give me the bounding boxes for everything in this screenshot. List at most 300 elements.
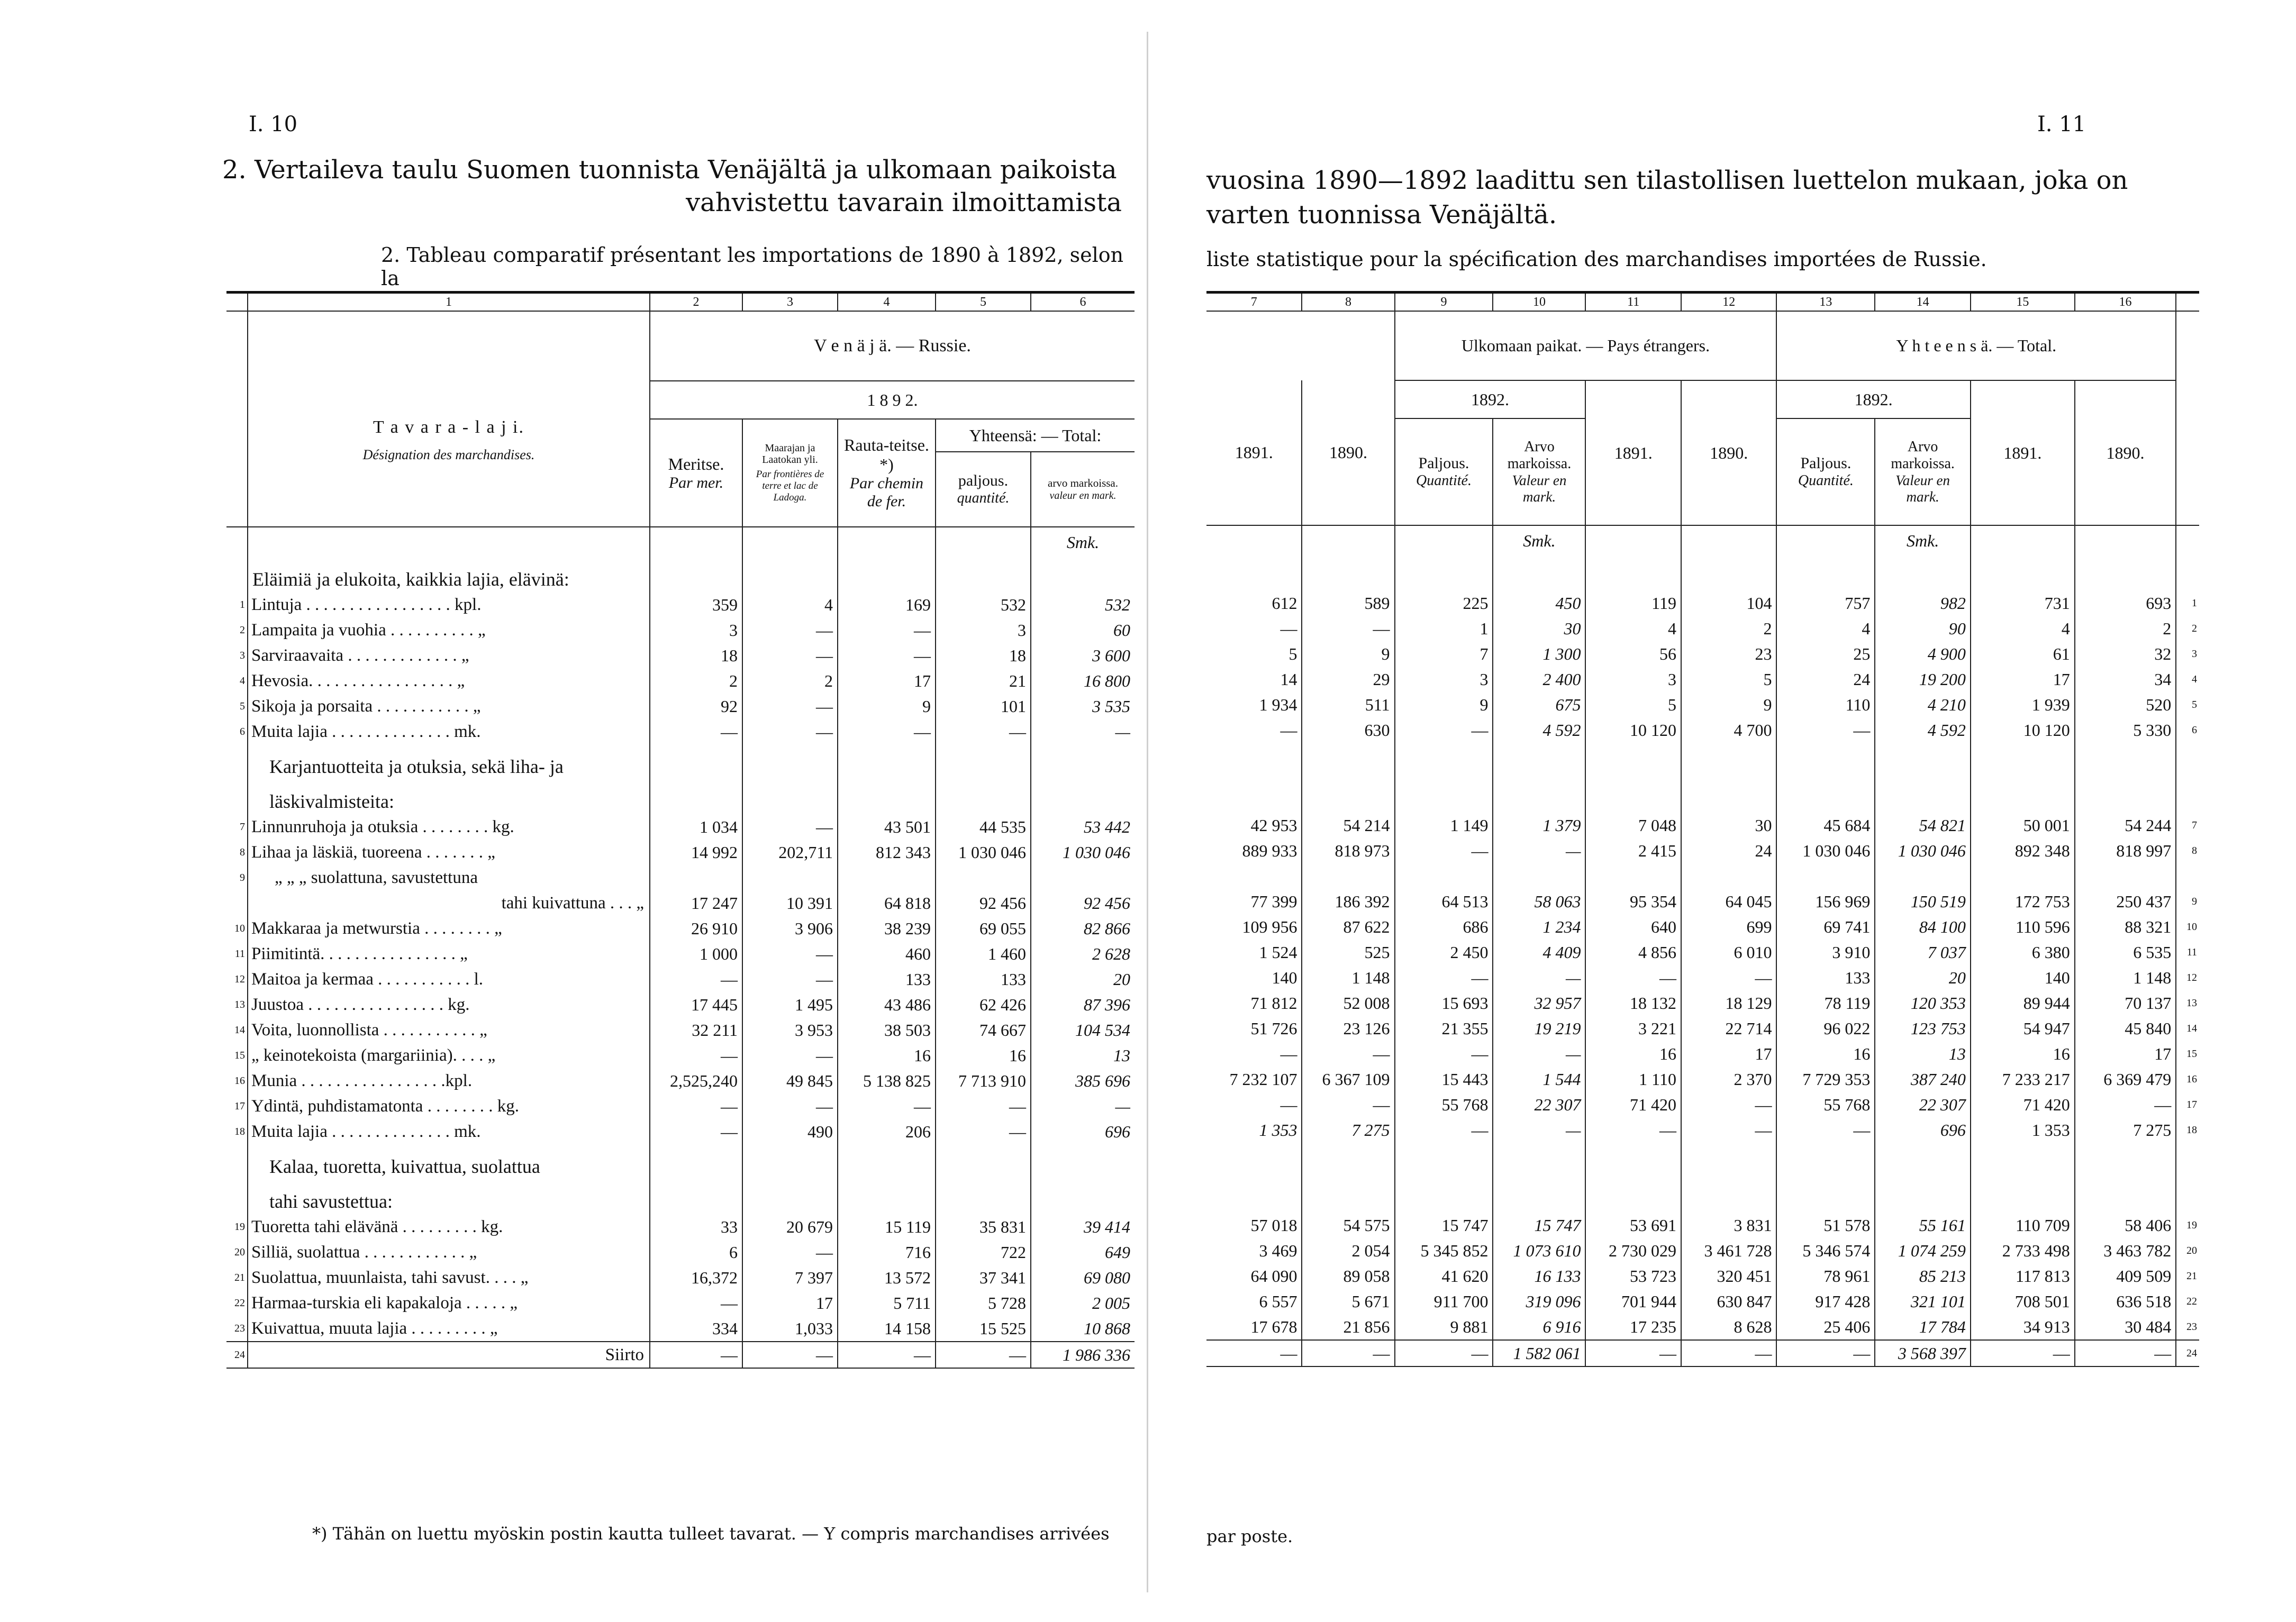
table-cell: 4 700 [1681,717,1776,743]
table-cell: 2 450 [1395,940,1493,965]
table-cell: 15 443 [1395,1067,1493,1092]
table-cell: 17 [1971,667,2075,692]
table-cell: 77 399 [1250,891,1297,911]
table-cell: 89 058 [1302,1263,1394,1289]
table-cell: 889 933 [1242,841,1297,860]
row-number-right: 14 [2176,1016,2199,1041]
table-cell: 32 [2075,641,2176,667]
table-row [226,1017,1135,1043]
table-cell: 6 [650,1240,742,1265]
year-1892-heading: 1892. [1395,380,1586,418]
table-cell: 37 341 [936,1265,1031,1290]
row-label: Sikoja ja porsaita . . . . . . . . . . . „ [248,694,650,719]
table-cell: 359 [650,592,742,617]
table-cell: — [1302,1340,1394,1366]
table-cell: 17 678 [1250,1317,1297,1336]
table-cell: 89 944 [1971,990,2075,1016]
table-cell: 22 307 [1875,1092,1970,1117]
table-cell: — [936,1094,1031,1119]
row-number: 12 [234,973,245,985]
table-cell: 4 592 [1493,717,1585,743]
table-cell: 17 784 [1875,1314,1970,1340]
table-cell: 32 211 [650,1017,742,1043]
table-cell: 17 [2075,1041,2176,1067]
table-cell: 1 300 [1493,641,1585,667]
table-cell: 92 456 [936,890,1031,916]
table-cell: — [1681,965,1776,990]
quantity-heading-fr: quantité. [957,490,1010,506]
table-cell: 5 728 [936,1290,1031,1316]
table-cell: 13 572 [838,1265,936,1290]
table-cell: 7 [1395,641,1493,667]
table-cell: 30 [1681,813,1776,838]
total-1891-heading: 1891. [1971,380,2075,525]
row-label: „ keinotekoista (margariinia). . . . „ [248,1043,650,1068]
table-cell: — [742,617,838,643]
table-cell: 64 045 [1681,889,1776,914]
row-number: 6 [240,725,245,737]
table-cell: 16 [1776,1041,1875,1067]
table-row-right [1206,1340,2199,1366]
table-cell: 532 [1031,592,1135,617]
table-cell: 16 [936,1043,1031,1068]
table-row-right [1206,1263,2199,1289]
table-cell: — [1395,1117,1493,1143]
table-cell: 74 667 [936,1017,1031,1043]
table-row [226,668,1135,694]
table-cell: — [838,1094,936,1119]
table-cell: 911 700 [1395,1289,1493,1314]
table-cell: 5 330 [2075,717,2176,743]
designation-heading: T a v a r a - l a j i. [373,417,524,437]
table-cell: 26 910 [650,916,742,941]
table-cell: 3 [1395,667,1493,692]
table-cell: 71 812 [1250,993,1297,1013]
table-row [226,1119,1135,1144]
table-row-right [1206,838,2199,863]
table-cell: — [650,1119,742,1144]
table-cell: 3 221 [1585,1016,1681,1041]
row-label: „ „ „ suolattuna, savustettuna [248,865,650,890]
table-cell: 64 513 [1395,889,1493,914]
total-heading: Yhteensä: — Total: [936,419,1135,452]
table-cell: 17 [838,668,936,694]
table-cell: — [1302,616,1394,641]
table-row-right [1206,813,2199,838]
table-cell: — [742,643,838,668]
table-cell: 812 343 [838,840,936,865]
row-number: 9 [240,871,245,883]
table-cell: 5 671 [1302,1289,1394,1314]
table-cell: 1 073 610 [1493,1238,1585,1263]
table-cell: — [650,719,742,744]
table-cell: 35 831 [936,1214,1031,1240]
row-number: 7 [240,821,245,833]
table-cell: — [650,1290,742,1316]
table-cell: 2 628 [1031,941,1135,967]
table-cell: 13 [1875,1041,1970,1067]
table-cell: 117 813 [1971,1263,2075,1289]
row-number: 3 [240,649,245,661]
designation-heading-fr: Désignation des marchandises. [362,447,535,462]
table-cell: 14 992 [650,840,742,865]
table-cell: — [1681,1340,1776,1366]
row-number: 16 [234,1074,245,1087]
table-cell: 45 684 [1776,813,1875,838]
value-heading: arvo markoissa. [1048,477,1118,489]
table-row [226,1094,1135,1119]
table-row-right [1206,1117,2199,1143]
table-cell: — [936,1119,1031,1144]
table-cell: 2 733 498 [1971,1238,2075,1263]
row-label: Lihaa ja läskiä, tuoreena . . . . . . . „ [248,840,650,865]
table-row [226,890,1135,916]
table-cell: 675 [1493,692,1585,717]
table-cell: 460 [838,941,936,967]
table-cell: 6 535 [2075,940,2176,965]
table-row-right [1206,1016,2199,1041]
table-cell: 54 947 [1971,1016,2075,1041]
table-cell: 7 275 [1302,1117,1394,1143]
table-cell: 3 831 [1681,1213,1776,1238]
table-cell: 321 101 [1875,1289,1970,1314]
table-cell: — [838,617,936,643]
table-cell: 16 [1585,1041,1681,1067]
table-cell: 57 018 [1250,1215,1297,1235]
table-cell: 1 [1395,616,1493,641]
table-cell: — [1585,965,1681,990]
table-cell: 5 711 [838,1290,936,1316]
table-cell: 9 [1395,692,1493,717]
russia-group-heading: V e n ä j ä. — Russie. [650,311,1135,381]
table-cell: 71 420 [1585,1092,1681,1117]
table-cell: 334 [650,1316,742,1342]
table-cell: — [1395,965,1493,990]
table-cell: 917 428 [1776,1289,1875,1314]
table-cell: 119 [1585,590,1681,616]
table-cell: 320 451 [1681,1263,1776,1289]
table-cell: 95 354 [1585,889,1681,914]
table-row [226,617,1135,643]
table-row-right [1206,1314,2199,1340]
table-cell: 156 969 [1776,889,1875,914]
total-1890-heading: 1890. [2075,380,2176,525]
table-cell: 4 409 [1493,940,1585,965]
table-cell: — [1302,1041,1394,1067]
table-cell: 2 370 [1681,1067,1776,1092]
table-cell: 4 [742,592,838,617]
page-subtitle: 2. Tableau comparatif présentant les importations de 1890 à 1892, selon la [381,243,1124,290]
table-cell: 41 620 [1395,1263,1493,1289]
row-number-right: 8 [2176,838,2199,863]
table-row [226,1240,1135,1265]
table-cell: 133 [1776,965,1875,990]
table-cell: 696 [1031,1119,1135,1144]
qty-heading-total: Paljous. [1800,454,1852,472]
table-row-right [1206,590,2199,616]
table-cell: — [2075,1092,2176,1117]
table-cell: 19 219 [1493,1016,1585,1041]
row-label: Muita lajia . . . . . . . . . . . . . . mk. [248,719,650,744]
table-cell: — [1681,1092,1776,1117]
table-cell: — [742,694,838,719]
table-cell: 1 460 [936,941,1031,967]
table-row-right [1206,889,2199,914]
table-cell: 21 355 [1395,1016,1493,1041]
table-cell: — [1776,717,1875,743]
table-cell: 3 953 [742,1017,838,1043]
row-number: 15 [234,1049,245,1061]
currency-unit-foreign: Smk. [1493,525,1585,555]
table-row-right [1206,1289,2199,1314]
table-cell: 1 939 [1971,692,2075,717]
table-cell: 892 348 [1971,838,2075,863]
row-number-right: 15 [2176,1041,2199,1067]
table-cell: 5 345 852 [1395,1238,1493,1263]
page-title: 2. Vertaileva taulu Suomen tuonnista Venäjältä ja ulkomaan paikoista [222,155,1117,185]
row-label: Linnunruhoja ja otuksia . . . . . . . . kg. [248,814,650,840]
land-heading-fr: Par frontières de terre et lac de Ladoga. [756,469,824,503]
table-cell: — [1971,1340,2075,1366]
table-cell: 2 [742,668,838,694]
table-row [226,694,1135,719]
table-cell: 409 509 [2075,1263,2176,1289]
table-cell: 50 001 [1971,813,2075,838]
table-cell: 2 [1681,616,1776,641]
table-row [226,1342,1135,1368]
table-cell: 10 391 [742,890,838,916]
foreign-group-heading: Ulkomaan paikat. — Pays étrangers. [1395,311,1777,380]
table-row-right [1206,616,2199,641]
table-cell: 17 [1681,1041,1776,1067]
table-cell: — [1395,717,1493,743]
table-cell: 34 [2075,667,2176,692]
table-cell: — [1776,1340,1875,1366]
table-cell: 722 [936,1240,1031,1265]
row-label: Lintuja . . . . . . . . . . . . . . . . . kpl. [248,592,650,617]
row-label: Silliä, suolattua . . . . . . . . . . . . „ [248,1240,650,1265]
qty-heading-foreign-fr: Quantité. [1415,472,1472,489]
table-cell: 10 120 [1971,717,2075,743]
table-cell: 5 [1585,692,1681,717]
table-row [226,643,1135,668]
right-page [1148,0,2296,1622]
table-cell: 21 [936,668,1031,694]
table-cell: 33 [650,1214,742,1240]
table-cell: 1 148 [1302,965,1394,990]
table-cell: 490 [742,1119,838,1144]
table-cell: 30 [1493,616,1585,641]
table-cell: — [1395,1041,1493,1067]
row-number-right: 10 [2176,914,2199,940]
row-number: 10 [234,922,245,934]
table-cell: 5 [1681,667,1776,692]
table-cell: 649 [1031,1240,1135,1265]
table-row [226,840,1135,865]
table-cell: 1 074 259 [1875,1238,1970,1263]
table-cell: 708 501 [1971,1289,2075,1314]
table-cell: 2 415 [1585,838,1681,863]
table-cell: 7 397 [742,1265,838,1290]
table-cell: 133 [936,967,1031,992]
table-cell: 169 [838,592,936,617]
table-cell: — [1585,1340,1681,1366]
year-1890-heading: 1890. [1302,380,1394,525]
table-cell: 64 818 [838,890,936,916]
row-label: Kuivattua, muuta lajia . . . . . . . . . „ [248,1316,650,1342]
table-cell: 387 240 [1875,1067,1970,1092]
table-cell: — [2075,1340,2176,1366]
left-data-table [226,291,1135,1369]
page-subtitle-right: liste statistique pour la spécification des marchandises importées de Russie. [1206,248,1987,271]
page-title-right: vuosina 1890—1892 laadittu sen tilastollisen luettelon mukaan, joka on [1206,166,2128,195]
table-row-right [1206,1067,2199,1092]
table-cell: 3 906 [742,916,838,941]
table-cell: — [1031,719,1135,744]
table-row [226,814,1135,840]
table-cell: 87 396 [1031,992,1135,1017]
table-cell: 56 [1585,641,1681,667]
table-cell: 7 713 910 [936,1068,1031,1094]
foreign-1891-heading: 1891. [1585,380,1681,525]
table-cell: — [1206,1340,1302,1366]
table-cell: 18 132 [1585,990,1681,1016]
table-cell: 44 535 [936,814,1031,840]
table-cell: 54 244 [2075,813,2176,838]
row-number-right: 5 [2176,692,2199,717]
table-cell: 15 693 [1395,990,1493,1016]
table-cell: 2 730 029 [1585,1238,1681,1263]
table-cell: — [650,1094,742,1119]
row-number-right: 4 [2176,667,2199,692]
table-cell: 3 469 [1259,1241,1297,1260]
table-cell: 1 030 046 [936,840,1031,865]
table-cell: 71 420 [1971,1092,2075,1117]
land-heading: Maarajan ja Laatokan yli. [762,442,818,466]
row-number-right: 12 [2176,965,2199,990]
table-cell: 4 856 [1585,940,1681,965]
row-number-right: 11 [2176,940,2199,965]
table-cell: 4 210 [1875,692,1970,717]
table-row [226,592,1135,617]
table-cell: 1 149 [1395,813,1493,838]
table-row [226,1068,1135,1094]
table-cell: 7 037 [1875,940,1970,965]
row-number: 11 [234,947,245,960]
table-cell: 3 463 782 [2075,1238,2176,1263]
table-cell: 62 426 [936,992,1031,1017]
page-number: I. 10 [249,112,298,136]
table-cell: 23 126 [1302,1016,1394,1041]
quantity-heading: paljous. [958,472,1009,489]
row-number-right: 20 [2176,1238,2199,1263]
table-cell: 3 [650,617,742,643]
table-cell: 1 234 [1493,914,1585,940]
table-cell: 43 501 [838,814,936,840]
page-title-right-line2: varten tuonnissa Venäjältä. [1206,200,1557,230]
table-cell: — [742,814,838,840]
row-label: Hevosia. . . . . . . . . . . . . . . . . „ [248,668,650,694]
table-cell: 7 232 107 [1229,1069,1297,1089]
table-row [226,941,1135,967]
table-cell: 696 [1875,1117,1970,1143]
table-cell: 3 461 728 [1681,1238,1776,1263]
table-cell: 1,033 [742,1316,838,1342]
table-cell: 731 [1971,590,2075,616]
table-cell: 104 534 [1031,1017,1135,1043]
row-label: Juustoa . . . . . . . . . . . . . . . . kg. [248,992,650,1017]
row-number-right: 19 [2176,1213,2199,1238]
table-cell: 90 [1875,616,1970,641]
table-cell: 51 578 [1776,1213,1875,1238]
table-cell: 693 [2075,590,2176,616]
row-number-right: 17 [2176,1092,2199,1117]
table-cell: 206 [838,1119,936,1144]
table-cell: 5 138 825 [838,1068,936,1094]
table-cell: 1 524 [1259,942,1297,962]
table-cell: — [1280,720,1297,740]
row-label: Sarviraavaita . . . . . . . . . . . . . „ [248,643,650,668]
row-label: Munia . . . . . . . . . . . . . . . . .kpl. [248,1068,650,1094]
row-number-right: 21 [2176,1263,2199,1289]
table-cell: — [1395,838,1493,863]
table-cell: 14 [1280,669,1297,689]
table-cell: 9 [1681,692,1776,717]
table-row-right [1206,1092,2199,1117]
total-1892-heading: 1892. [1776,380,1970,418]
table-cell: 3 568 397 [1875,1340,1970,1366]
table-cell: 104 [1681,590,1776,616]
table-cell: 20 679 [742,1214,838,1240]
table-cell: 202,711 [742,840,838,865]
table-cell: 69 055 [936,916,1031,941]
table-cell: 701 944 [1585,1289,1681,1314]
row-number: 1 [240,598,245,610]
table-cell: 3 [936,617,1031,643]
row-label: Maitoa ja kermaa . . . . . . . . . . . l. [248,967,650,992]
table-cell: 716 [838,1240,936,1265]
table-cell: 64 090 [1250,1266,1297,1286]
table-cell: 1 000 [650,941,742,967]
table-cell: 8 628 [1681,1314,1776,1340]
val-heading-total: Arvo markoissa. [1891,439,1955,472]
row-label: Makkaraa ja metwurstia . . . . . . . . „ [248,916,650,941]
table-cell: 699 [1681,914,1776,940]
rail-heading: Rauta-teitse. *) [844,435,929,474]
row-number: 18 [234,1125,245,1137]
table-row [226,967,1135,992]
row-number-right: 6 [2176,717,2199,743]
table-cell: 5 [1288,644,1297,663]
table-cell: 4 900 [1875,641,1970,667]
table-cell: 55 768 [1776,1092,1875,1117]
row-number: 5 [240,700,245,712]
right-data-table [1206,291,2199,1367]
table-cell: 3 [1585,667,1681,692]
table-row [226,1316,1135,1342]
table-cell: 1 110 [1585,1067,1681,1092]
row-label: Harmaa-turskia eli kapakaloja . . . . . „ [248,1290,650,1316]
table-cell: 32 957 [1493,990,1585,1016]
row-number-right: 18 [2176,1117,2199,1143]
table-cell: 511 [1302,692,1394,717]
table-row [226,865,1135,890]
table-cell: 70 137 [2075,990,2176,1016]
table-cell: 17 445 [650,992,742,1017]
table-cell: 92 456 [1031,890,1135,916]
table-cell: 6 369 479 [2075,1067,2176,1092]
table-cell: 21 856 [1302,1314,1394,1340]
